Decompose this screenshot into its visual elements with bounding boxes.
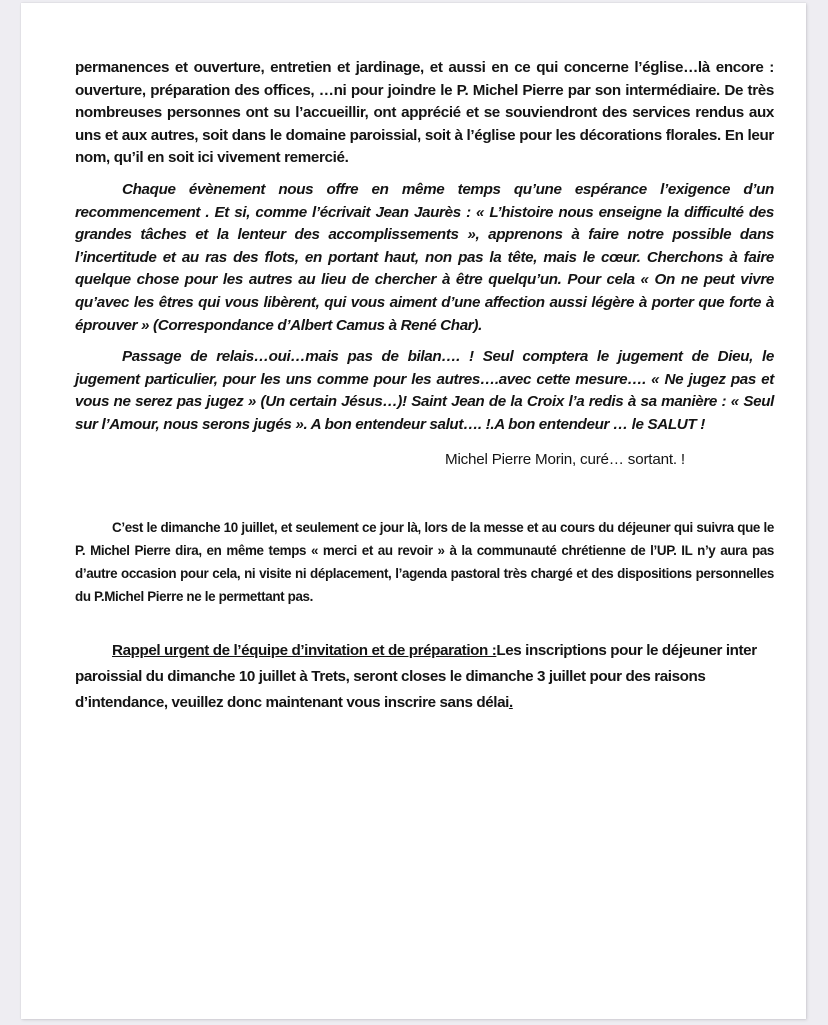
notice-paragraph: C’est le dimanche 10 juillet, et seulement ce jour là, lors de la messe et au cours du déjeuner qui suivra que le P. Michel Pierre dira, en même temps « merci et au revoir » à la communauté chrétienne de l’UP. IL n’y aura pas d’autre occasion pour cela, ni visite ni déplacement, l’agenda pastoral très chargé et des dispositions personnelles du P.Michel Pierre ne le permettant pas. [75, 519, 774, 605]
paragraph-reflection: Chaque évènement nous offre en même temps qu’une espérance l’exigence d’un recommencement . Et si, comme l’écrivait Jean Jaurès : « L’histoire nous enseigne la difficulté des grandes tâches et la lenteur des accomplissements », apprenons à faire notre possible dans l’incertitude et au ras des flots, en portant haut, non pas la tête, mais le cœur. Cherchons à faire quelque chose pour les autres au lieu de chercher à être quelqu’un. Pour cela « On ne peut vivre qu’avec les êtres qui vous libèrent, qui vous aiment d’une affection aussi légère à porter que forte à éprouver » (Correspondance d’Albert Camus à René Char). [75, 180, 774, 334]
reminder-body: Les inscriptions pour le déjeuner inter paroissial du dimanche 10 juillet à Trets, seront closes le dimanche 3 juillet pour des raisons d’intendance, veuillez donc maintenant vous inscrire sans délai [75, 642, 757, 712]
document-page [21, 3, 806, 1019]
reminder-heading: Rappel urgent de l’équipe d’invitation et de préparation : [112, 642, 497, 660]
reminder-paragraph [75, 638, 774, 716]
paragraph-thanks: permanences et ouverture, entretien et jardinage, et aussi en ce qui concerne l’église…là encore : ouverture, préparation des offices, …ni pour joindre le P. Michel Pierre par son intermédiaire. De très nombreuses personnes ont su l’accueillir, ont apprécié et se souviendront des services rendus aux uns et aux autres, soit dans le domaine paroissial, soit à l’église pour les décorations florales. En leur nom, qu’il en soit ici vivement remercié. [75, 59, 774, 167]
paragraph-passage-de-relais: Passage de relais…oui…mais pas de bilan…. ! Seul comptera le jugement de Dieu, le jugement particulier, pour les uns comme pour les autres….avec cette mesure…. « Ne jugez pas et vous ne serez pas jugez » (Un certain Jésus…)! Saint Jean de la Croix l’a redis à sa manière : « Seul sur l’Amour, nous serons jugés ». A bon entendeur salut…. !.A bon entendeur … le SALUT ! [75, 348, 774, 433]
reminder-end: . [508, 694, 513, 712]
document-content [75, 57, 774, 732]
signature: Michel Pierre Morin, curé… sortant. ! [445, 450, 685, 468]
